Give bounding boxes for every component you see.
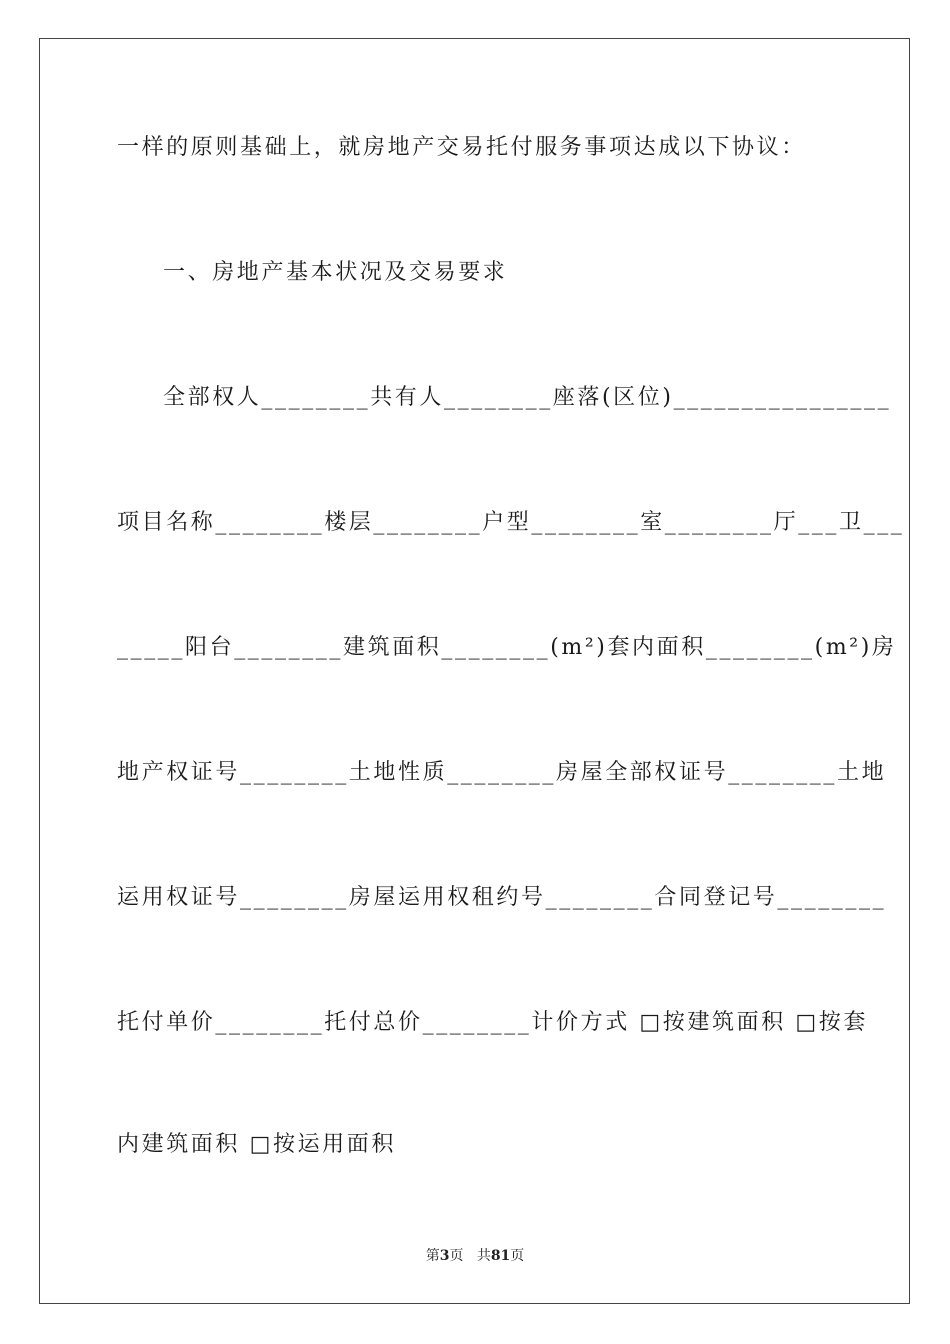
page-footer — [0, 1246, 950, 1266]
text-line-1: 一样的原则基础上，就房地产交易托付服务事项达成以下协议： — [117, 135, 806, 160]
text-line-4: 项目名称________楼层________户型________室________厅___卫___ — [117, 510, 905, 535]
page-number: 3 — [439, 1248, 450, 1264]
text-line-9: 内建筑面积 □按运用面积 — [117, 1132, 396, 1157]
text-line-6: 地产权证号________土地性质________房屋全部权证号________土地 — [117, 760, 887, 785]
page-suffix: 页 — [449, 1248, 464, 1264]
total-prefix: 共 — [476, 1248, 491, 1264]
section-heading: 一、房地产基本状况及交易要求 — [163, 260, 508, 285]
text-line-8: 托付单价________托付总价________计价方式 □按建筑面积 □按套 — [117, 1010, 868, 1035]
total-suffix: 页 — [510, 1248, 525, 1264]
page-frame — [39, 38, 910, 1304]
text-line-7: 运用权证号________房屋运用权租约号________合同登记号________ — [117, 885, 887, 910]
text-line-5: _____阳台________建筑面积________(m²)套内面积________(m²)房 — [117, 635, 897, 660]
total-pages: 81 — [490, 1248, 511, 1264]
page-prefix: 第 — [425, 1248, 440, 1264]
text-line-3: 全部权人________共有人________座落(区位)________________ — [163, 385, 892, 410]
